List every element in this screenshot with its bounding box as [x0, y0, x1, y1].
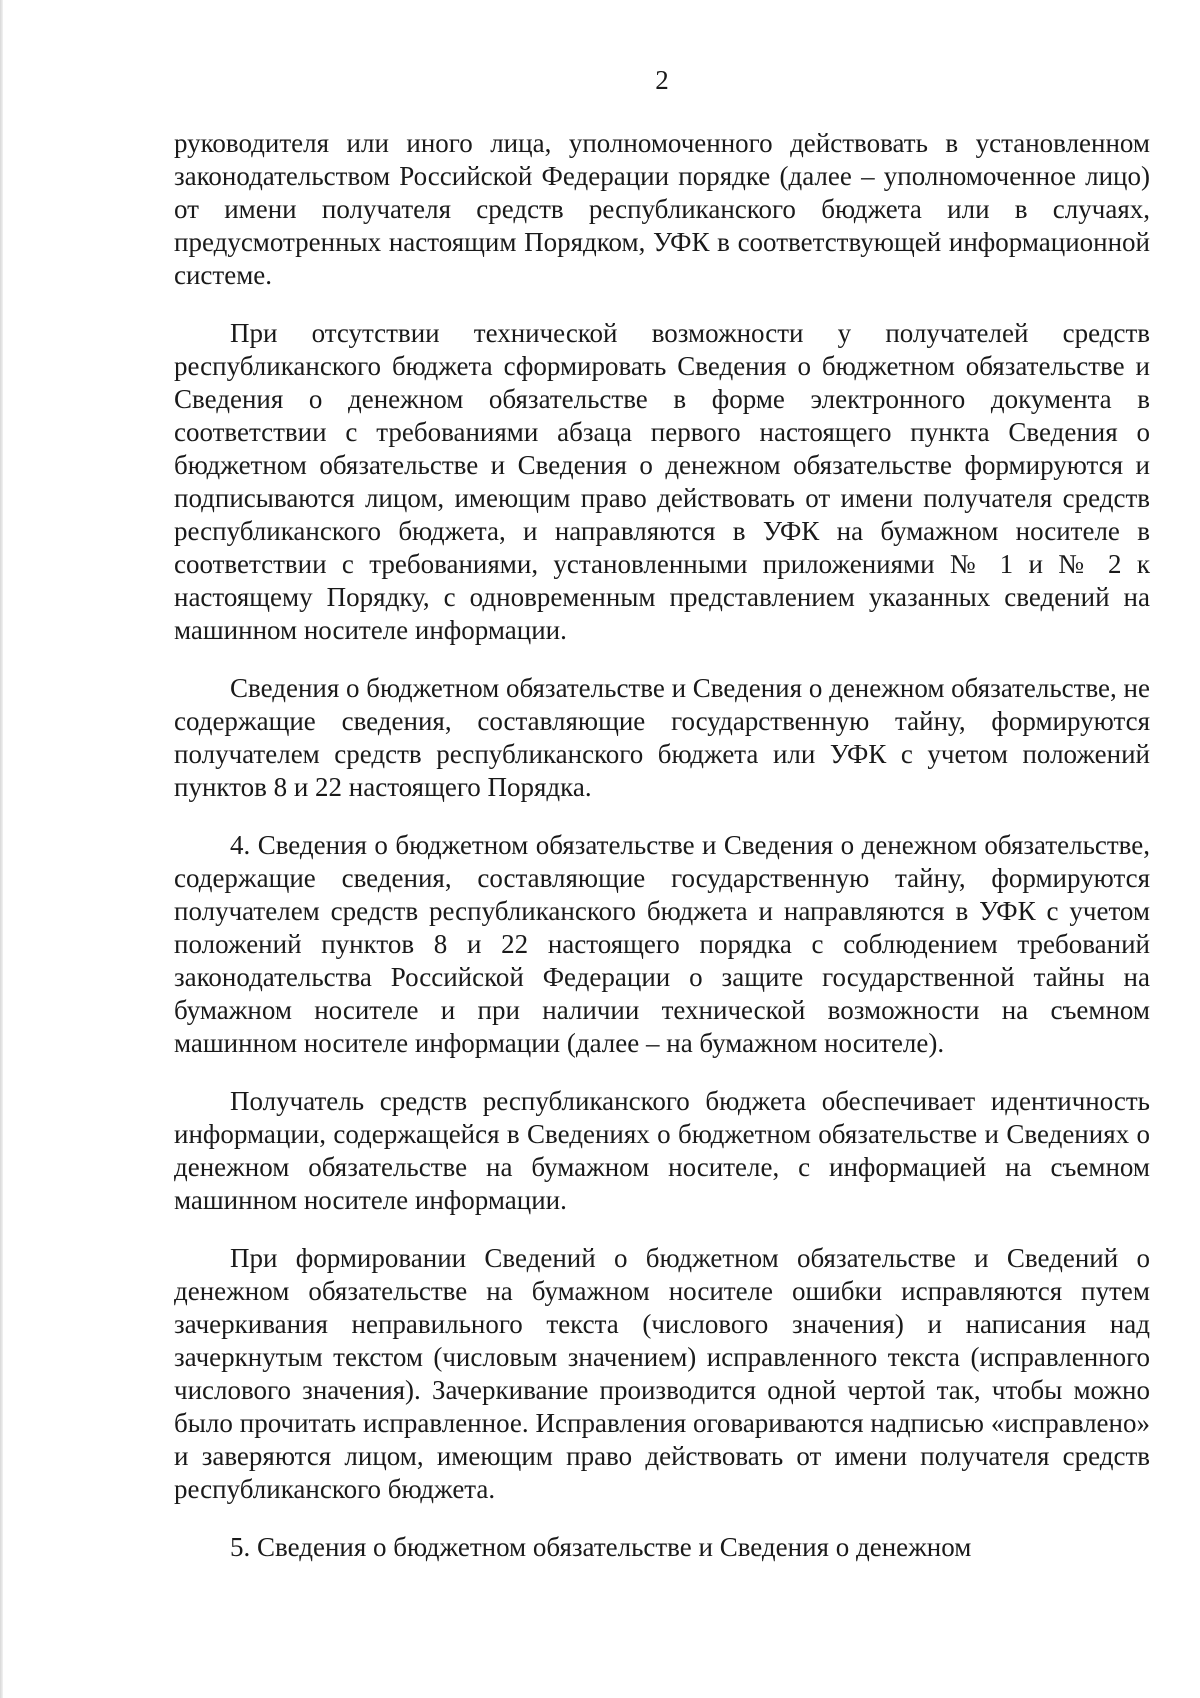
paragraph-continuation: руководителя или иного лица, уполномоченного действовать в установленном законодательством Российской Федерации порядке (далее – уполномоченное лицо) от имени получателя средств республиканского бюджета или в случаях, предусмотренных настоящим Порядком, УФК в соответствующей информационной системе.	[174, 128, 1150, 290]
paragraph-point-4: 4. Сведения о бюджетном обязательстве и Сведения о денежном обязательстве, содержащие сведения, составляющие государственную тайну, формируются получателем средств республиканского бюджета и направляются в УФК с учетом положений пунктов 8 и 22 настоящего порядка с соблюдением требований законодательства Российской Федерации о защите государственной тайны на бумажном носителе и при наличии технической возможности на съемном машинном носителе информации (далее – на бумажном носителе).	[174, 830, 1150, 1058]
paragraph-information-identity: Получатель средств республиканского бюджета обеспечивает идентичность информации, содержащейся в Сведениях о бюджетном обязательстве и Сведениях о денежном обязательстве на бумажном носителе, с информацией на съемном машинном носителе информации.	[174, 1086, 1150, 1215]
paragraph-technical-possibility: При отсутствии технической возможности у получателей средств республиканского бюджета сформировать Сведения о бюджетном обязательстве и Сведения о денежном обязательстве в форме электронного документа в соответствии с требованиями абзаца первого настоящего пункта Сведения о бюджетном обязательстве и Сведения о денежном обязательстве формируются и подписываются лицом, имеющим право действовать от имени получателя средств республиканского бюджета, и направляются в УФК на бумажном носителе в соответствии с требованиями, установленными приложениями № 1 и № 2 к настоящему Порядку, с одновременным представлением указанных сведений на машинном носителе информации.	[174, 318, 1150, 645]
page-left-edge-shadow	[0, 0, 3, 1698]
paragraph-error-correction: При формировании Сведений о бюджетном обязательстве и Сведений о денежном обязательстве на бумажном носителе ошибки исправляются путем зачеркивания неправильного текста (числового значения) и написания над зачеркнутым текстом (числовым значением) исправленного текста (исправленного числового значения). Зачеркивание производится одной чертой так, чтобы можно было прочитать исправленное. Исправления оговариваются надписью «исправлено» и заверяются лицом, имеющим право действовать от имени получателя средств республиканского бюджета.	[174, 1243, 1150, 1504]
paragraph-point-5: 5. Сведения о бюджетном обязательстве и Сведения о денежном	[230, 1532, 972, 1562]
page-number: 2	[655, 65, 669, 95]
paragraph-non-secret-information: Сведения о бюджетном обязательстве и Сведения о денежном обязательстве, не содержащие сведения, составляющие государственную тайну, формируются получателем средств республиканского бюджета или УФК с учетом положений пунктов 8 и 22 настоящего Порядка.	[174, 673, 1150, 802]
